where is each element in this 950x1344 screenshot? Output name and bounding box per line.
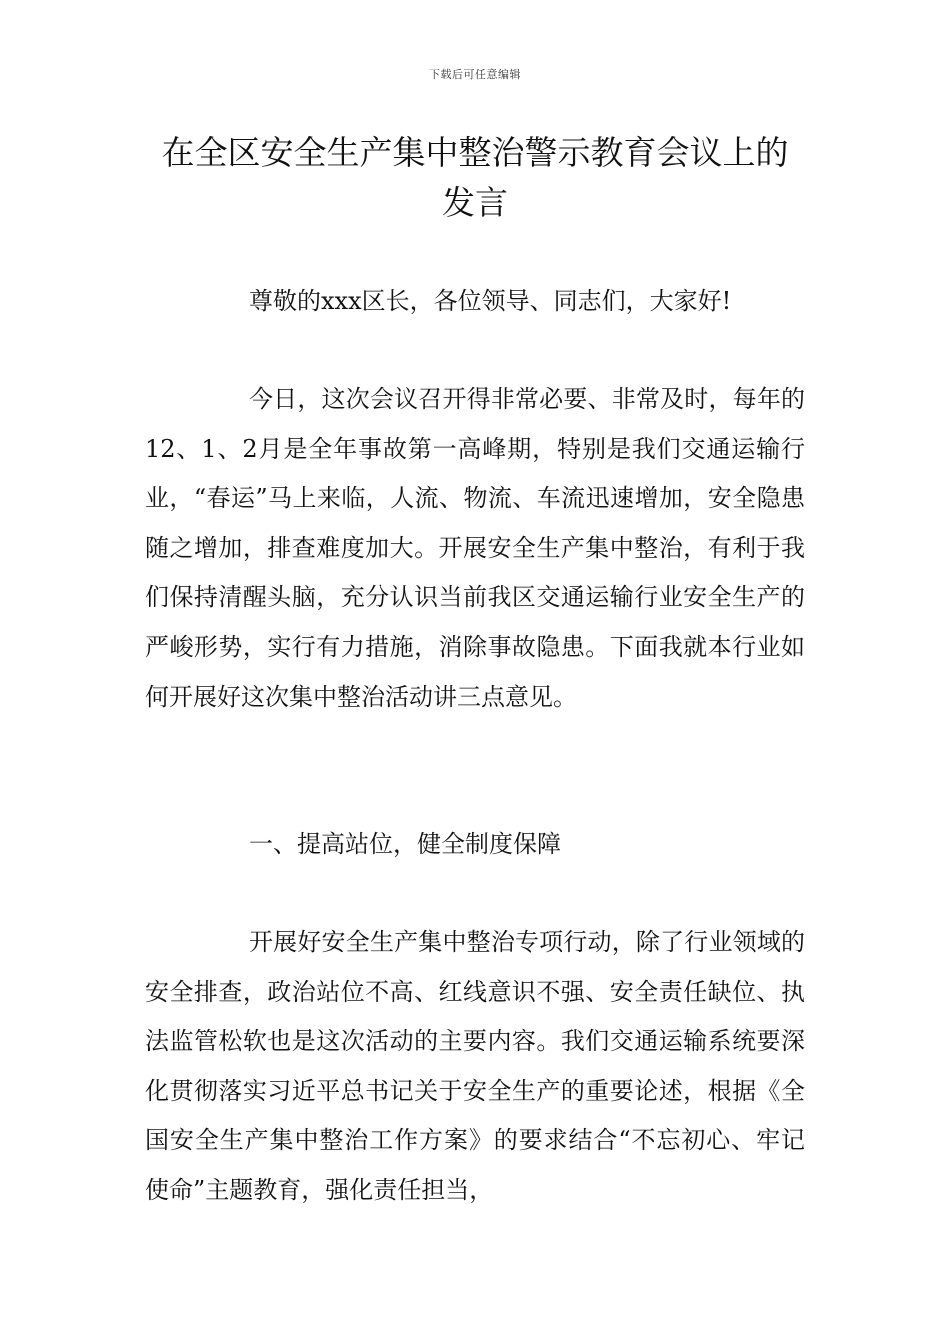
document-title: 在全区安全生产集中整治警示教育会议上的发言 [161, 133, 789, 222]
paragraph-section-1: 开展好安全生产集中整治专项行动，除了行业领域的安全排查，政治站位不高、红线意识不强、安全责任缺位、执法监管松软也是这次活动的主要内容。我们交通运输系统要深化贯彻落实习近平总书记关于安全生产的重要论述，根据《全国安全生产集中整治工作方案》的要求结合“不忘初心、牢记使命”主题教育，强化责任担当， [145, 928, 805, 1204]
section-heading: 一、提高站位，健全制度保障 [249, 830, 561, 858]
paragraph-intro: 今日，这次会议召开得非常必要、非常及时，每年的12、1、2月是全年事故第一高峰期，特别是我们交通运输行业，“春运”马上来临，人流、物流、车流迅速增加，安全隐患随之增加，排查难度加大。开展安全生产集中整治，有利于我们保持清醒头脑，充分认识当前我区交通运输行业安全生产的严峻形势，实行有力措施，消除事故隐患。下面我就本行业如何开展好这次集中整治活动讲三点意见。 [145, 385, 805, 711]
salutation: 尊敬的xxx区长，各位领导、同志们，大家好! [249, 287, 732, 315]
header-note: 下载后可任意编辑 [429, 68, 521, 81]
